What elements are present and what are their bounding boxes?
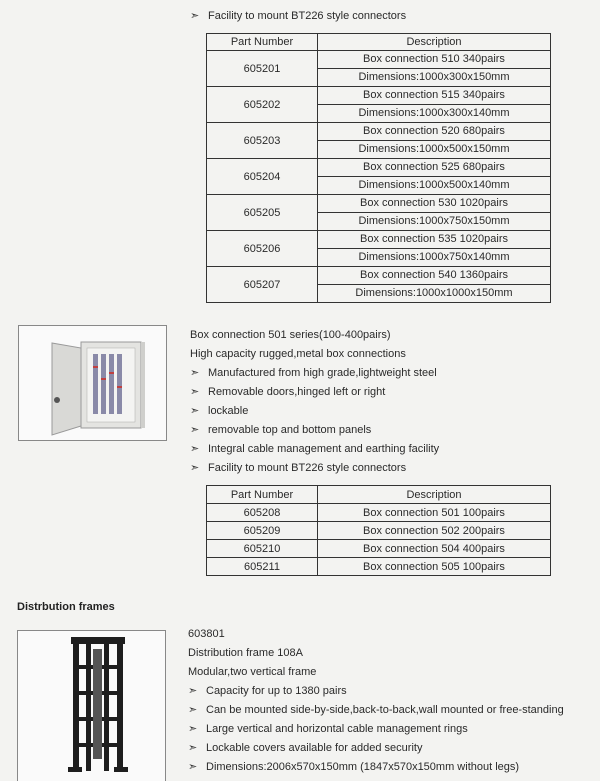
distribution-frame-image [17, 630, 166, 781]
spec-table-small [206, 485, 551, 576]
arrow-bullet-icon: ➣ [188, 723, 198, 735]
column-header-part-number: Part Number [207, 486, 318, 504]
table-row [207, 522, 551, 540]
description-line-1: Box connection 510 340pairs [318, 51, 550, 69]
table-row [207, 87, 551, 123]
bullet-text: Manufactured from high grade,lightweight steel [208, 367, 437, 379]
description-line-1: Box connection 520 680pairs [318, 123, 550, 141]
arrow-bullet-icon: ➣ [188, 761, 198, 773]
table-row [207, 51, 551, 87]
bullet-item [188, 741, 422, 754]
part-number-cell: 605203 [207, 123, 318, 159]
arrow-bullet-icon: ➣ [190, 405, 200, 417]
table-header-row [207, 34, 551, 51]
table-row [207, 558, 551, 576]
table-row [207, 540, 551, 558]
description-cell [318, 159, 551, 195]
description-line-2: Dimensions:1000x300x150mm [358, 71, 510, 83]
arrow-bullet-icon: ➣ [188, 685, 198, 697]
part-number-cell: 605204 [207, 159, 318, 195]
description-line-2: Dimensions:1000x500x150mm [358, 143, 510, 155]
part-number-cell: 605201 [207, 51, 318, 87]
bullet-text: Integral cable management and earthing facility [208, 443, 440, 455]
part-number-cell: 605206 [207, 231, 318, 267]
bullet-item [190, 423, 371, 436]
description-cell: Box connection 501 100pairs [318, 504, 551, 522]
arrow-bullet-icon: ➣ [190, 443, 200, 455]
part-number-cell: 605207 [207, 267, 318, 303]
description-cell: Box connection 504 400pairs [318, 540, 551, 558]
description-cell [318, 267, 551, 303]
arrow-bullet-icon: ➣ [188, 742, 198, 754]
table-row [207, 267, 551, 303]
description-cell [318, 231, 551, 267]
bullet-text: Can be mounted side-by-side,back-to-back,wall mounted or free-standing [206, 704, 564, 716]
section2-subtitle: High capacity rugged,metal box connections [190, 348, 406, 360]
part-number-cell: 605211 [207, 558, 318, 576]
description-cell: Box connection 502 200pairs [318, 522, 551, 540]
bullet-text: Facility to mount BT226 style connectors [208, 10, 407, 22]
arrow-bullet-icon: ➣ [190, 386, 200, 398]
bullet-text: Removable doors,hinged left or right [208, 386, 386, 398]
bullet-text: Capacity for up to 1380 pairs [206, 685, 347, 697]
arrow-bullet-icon: ➣ [190, 367, 200, 379]
bullet-text: Lockable covers available for added security [206, 742, 423, 754]
description-cell [318, 51, 551, 87]
bullet-text: Facility to mount BT226 style connectors [208, 462, 407, 474]
table-row [207, 231, 551, 267]
description-cell [318, 195, 551, 231]
description-line-2: Dimensions:1000x750x140mm [358, 251, 510, 263]
description-line-1: Box connection 535 1020pairs [318, 231, 550, 249]
spec-table-large [206, 33, 551, 303]
part-number-cell: 605209 [207, 522, 318, 540]
part-number-cell: 605208 [207, 504, 318, 522]
section1-bullet [190, 9, 406, 22]
arrow-bullet-icon: ➣ [190, 10, 200, 22]
bullet-item [190, 366, 437, 379]
column-header-part-number: Part Number [207, 34, 318, 51]
description-line-2: Dimensions:1000x500x140mm [358, 179, 510, 191]
table-row [207, 504, 551, 522]
bullet-item [188, 760, 519, 773]
description-line-1: Box connection 515 340pairs [318, 87, 550, 105]
bullet-item [190, 385, 385, 398]
column-header-description: Description [318, 34, 551, 51]
section3-heading: Distrbution frames [17, 601, 115, 613]
bullet-item [188, 684, 347, 697]
bullet-text: removable top and bottom panels [208, 424, 372, 436]
section3-subtitle: Modular,two vertical frame [188, 666, 317, 678]
bullet-item [190, 461, 406, 474]
arrow-bullet-icon: ➣ [190, 462, 200, 474]
section2-title: Box connection 501 series(100-400pairs) [190, 329, 391, 341]
description-cell [318, 123, 551, 159]
table-row [207, 159, 551, 195]
description-line-2: Dimensions:1000x300x140mm [358, 107, 510, 119]
bullet-item [190, 442, 439, 455]
table-row [207, 123, 551, 159]
description-line-2: Dimensions:1000x1000x150mm [355, 287, 513, 299]
bullet-text: Dimensions:2006x570x150mm (1847x570x150mm without legs) [206, 761, 520, 773]
description-line-1: Box connection 540 1360pairs [318, 267, 550, 285]
table-header-row [207, 486, 551, 504]
table-row [207, 195, 551, 231]
description-cell: Box connection 505 100pairs [318, 558, 551, 576]
bullet-text: lockable [208, 405, 249, 417]
box-connection-cabinet-image [18, 325, 167, 441]
description-line-2: Dimensions:1000x750x150mm [358, 215, 510, 227]
part-number-cell: 605202 [207, 87, 318, 123]
description-line-1: Box connection 530 1020pairs [318, 195, 550, 213]
bullet-item [190, 404, 248, 417]
section3-code: 603801 [188, 628, 225, 640]
column-header-description: Description [318, 486, 551, 504]
arrow-bullet-icon: ➣ [190, 424, 200, 436]
bullet-item [188, 722, 468, 735]
bullet-item [188, 703, 564, 716]
description-line-1: Box connection 525 680pairs [318, 159, 550, 177]
arrow-bullet-icon: ➣ [188, 704, 198, 716]
part-number-cell: 605210 [207, 540, 318, 558]
section3-title: Distribution frame 108A [188, 647, 303, 659]
description-cell [318, 87, 551, 123]
bullet-text: Large vertical and horizontal cable management rings [206, 723, 468, 735]
part-number-cell: 605205 [207, 195, 318, 231]
